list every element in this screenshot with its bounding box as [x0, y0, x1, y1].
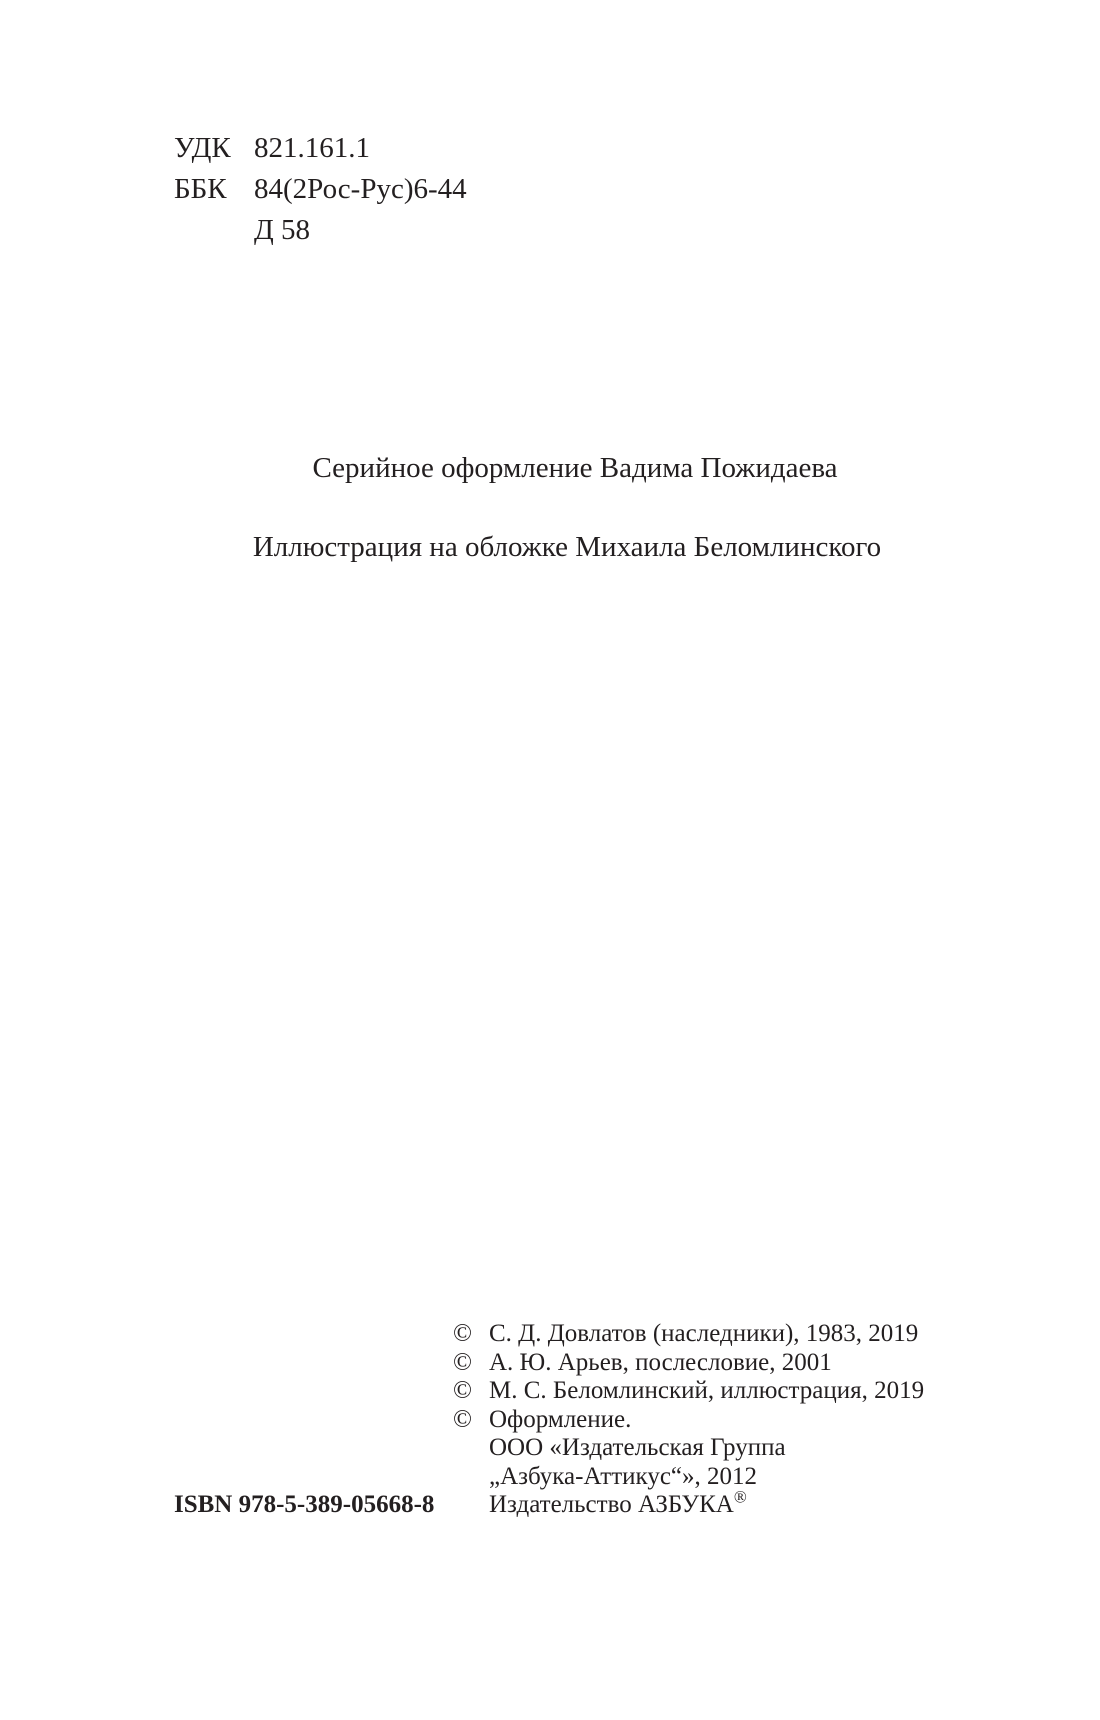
- copyright-symbol: ©: [453, 1348, 472, 1376]
- isbn: ISBN 978-5-389-05668-8: [174, 1491, 435, 1518]
- copyright-block: [453, 1320, 924, 1520]
- copyright-text: Оформление.: [489, 1405, 632, 1433]
- copyright-symbol: [453, 1463, 489, 1492]
- copyright-text: А. Ю. Арьев, послесловие, 2001: [489, 1348, 832, 1376]
- bbk-row: [174, 169, 467, 210]
- copyright-symbol: ©: [453, 1405, 472, 1433]
- copyright-line: [453, 1349, 924, 1378]
- author-mark-row: [174, 210, 467, 251]
- author-mark-value: Д 58: [254, 214, 311, 246]
- copyright-text: [489, 1487, 747, 1520]
- copyright-symbol: [453, 1491, 489, 1520]
- classification-block: [174, 128, 467, 251]
- copyright-line: [453, 1377, 924, 1406]
- copyright-symbol: ©: [453, 1320, 472, 1347]
- copyright-text: М. С. Беломлинский, иллюстрация, 2019: [489, 1377, 925, 1404]
- illustration-credit: Иллюстрация на обложке Михаила Беломлинского: [252, 531, 882, 563]
- copyright-line: [453, 1487, 924, 1520]
- copyright-line: [453, 1463, 924, 1492]
- bbk-value: 84(2Рос-Рус)6-44: [254, 173, 467, 205]
- copyright-text: С. Д. Довлатов (наследники), 1983, 2019: [489, 1320, 919, 1347]
- copyright-line: [453, 1320, 924, 1349]
- author-mark-label: [174, 210, 254, 251]
- publisher-name: Издательство АЗБУКА: [489, 1491, 734, 1518]
- bbk-label: ББК: [174, 173, 227, 205]
- copyright-text: „Азбука-Аттикус“», 2012: [489, 1462, 758, 1490]
- udk-row: [174, 128, 467, 169]
- copyright-line: [453, 1406, 924, 1435]
- registered-mark: ®: [733, 1487, 747, 1507]
- design-credit: Серийное оформление Вадима Пожидаева: [312, 452, 838, 484]
- udk-label: УДК: [174, 132, 231, 164]
- copyright-symbol: [453, 1434, 489, 1463]
- copyright-text: ООО «Издательская Группа: [489, 1434, 786, 1461]
- copyright-line: [453, 1434, 924, 1463]
- udk-value: 821.161.1: [254, 132, 370, 164]
- copyright-symbol: ©: [453, 1377, 472, 1404]
